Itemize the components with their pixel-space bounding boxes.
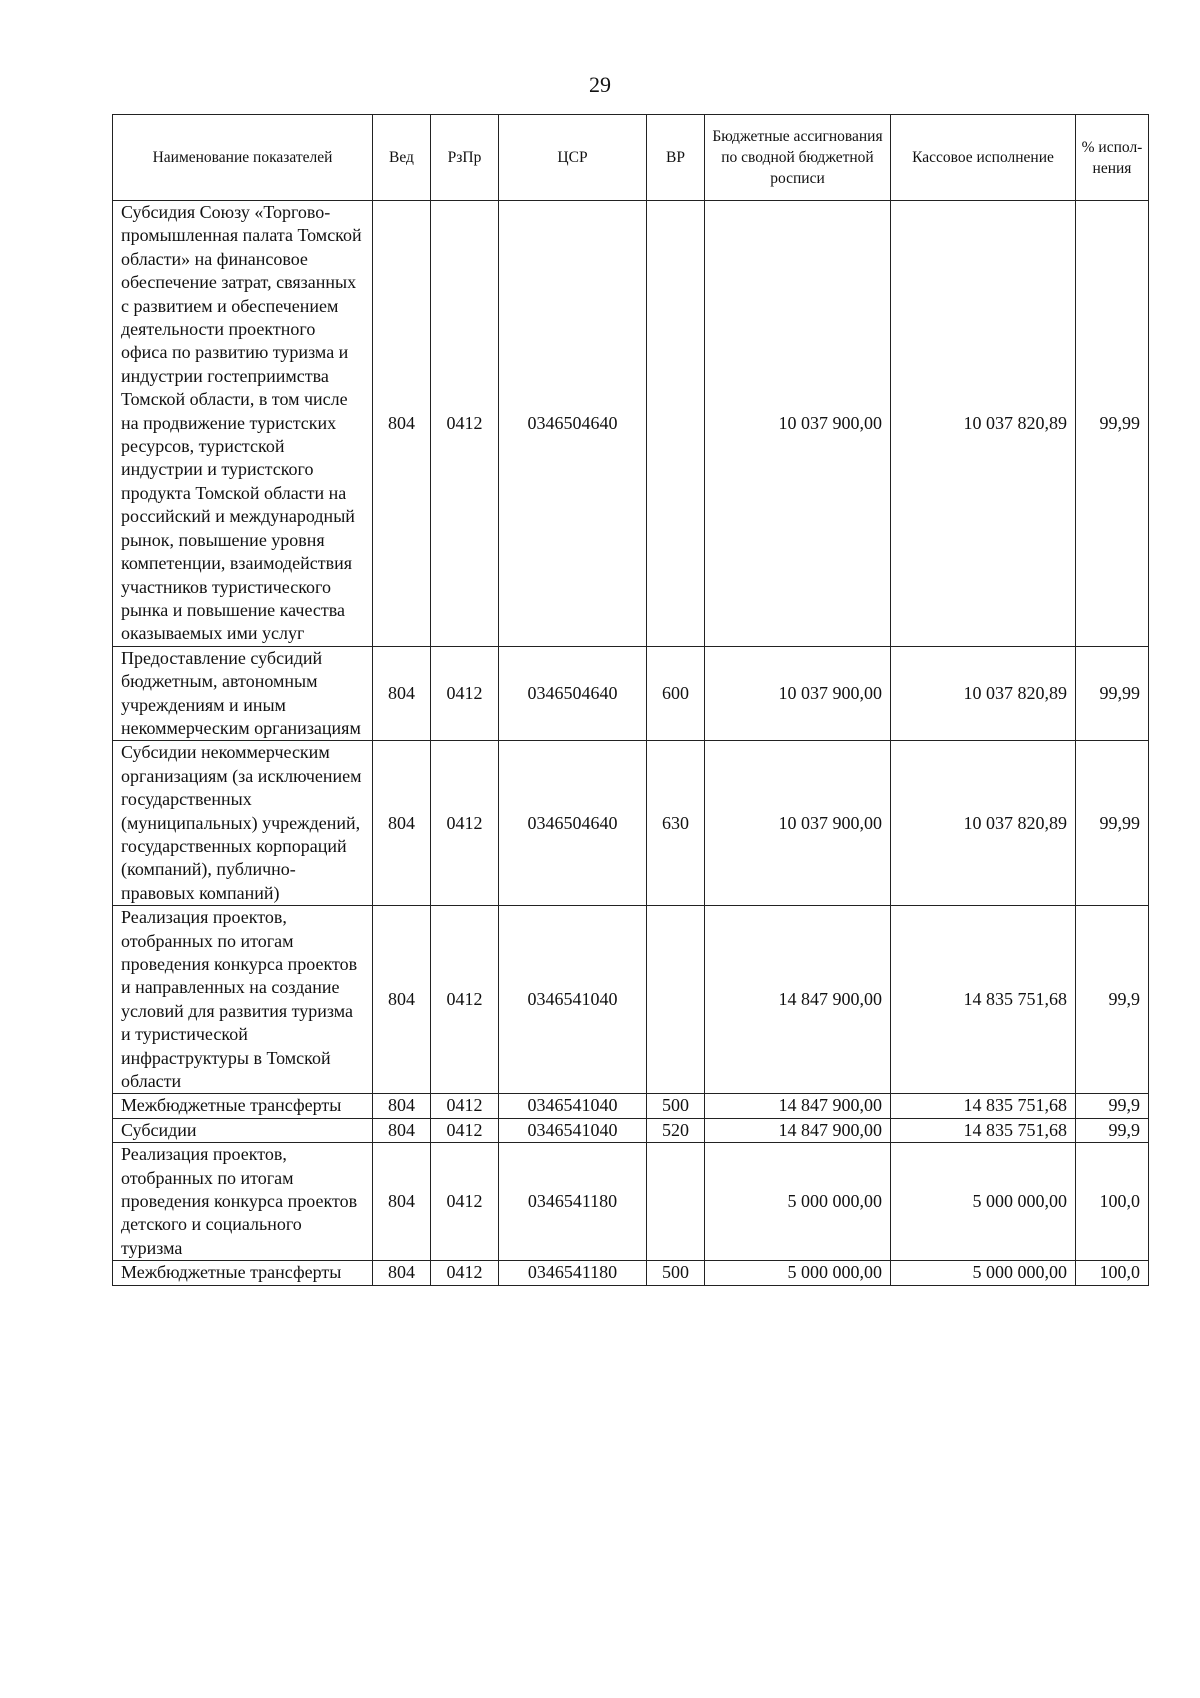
row-vr: 500: [647, 1094, 705, 1118]
row-percent: 100,0: [1076, 1143, 1149, 1261]
row-name: Субсидии некоммерческим организациям (за исключением государственных (муниципальных) учреждений, государственных корпораций (компаний), публично-правовых компаний): [113, 741, 373, 906]
row-vr: 600: [647, 646, 705, 741]
row-vr: [647, 1143, 705, 1261]
row-cash-execution: 14 835 751,68: [891, 906, 1076, 1094]
row-cash-execution: 14 835 751,68: [891, 1094, 1076, 1118]
row-csr: 0346504640: [499, 646, 647, 741]
header-vr: ВР: [647, 115, 705, 201]
table-row: [113, 1118, 1149, 1142]
table-row: [113, 1261, 1149, 1285]
row-ved: 804: [373, 1118, 431, 1142]
row-assignments: 14 847 900,00: [705, 1118, 891, 1142]
row-csr: 0346541040: [499, 1118, 647, 1142]
header-rzpr: РзПр: [431, 115, 499, 201]
budget-table: [112, 114, 1149, 1286]
row-rzpr: 0412: [431, 1261, 499, 1285]
row-cash-execution: 5 000 000,00: [891, 1143, 1076, 1261]
header-cash-execution: Кассовое исполнение: [891, 115, 1076, 201]
header-ved: Вед: [373, 115, 431, 201]
row-assignments: 5 000 000,00: [705, 1143, 891, 1261]
row-name: Реализация проектов, отобранных по итогам проведения конкурса проектов детского и социального туризма: [113, 1143, 373, 1261]
row-rzpr: 0412: [431, 646, 499, 741]
row-assignments: 14 847 900,00: [705, 906, 891, 1094]
header-assignments: Бюджетные ассигнования по сводной бюджетной росписи: [705, 115, 891, 201]
row-name: Реализация проектов, отобранных по итогам проведения конкурса проектов и направленных на создание условий для развития туризма и туристической инфраструктуры в Томской области: [113, 906, 373, 1094]
row-percent: 99,9: [1076, 1094, 1149, 1118]
row-csr: 0346541180: [499, 1261, 647, 1285]
row-ved: 804: [373, 1094, 431, 1118]
row-cash-execution: 5 000 000,00: [891, 1261, 1076, 1285]
row-csr: 0346504640: [499, 201, 647, 647]
row-rzpr: 0412: [431, 1094, 499, 1118]
row-percent: 99,9: [1076, 1118, 1149, 1142]
row-vr: 500: [647, 1261, 705, 1285]
table-row: [113, 906, 1149, 1094]
row-rzpr: 0412: [431, 201, 499, 647]
row-csr: 0346504640: [499, 741, 647, 906]
row-percent: 99,99: [1076, 741, 1149, 906]
row-ved: 804: [373, 906, 431, 1094]
row-percent: 99,99: [1076, 646, 1149, 741]
row-name: Межбюджетные трансферты: [113, 1094, 373, 1118]
row-cash-execution: 14 835 751,68: [891, 1118, 1076, 1142]
row-rzpr: 0412: [431, 741, 499, 906]
table-row: [113, 646, 1149, 741]
row-ved: 804: [373, 1261, 431, 1285]
row-name: Субсидии: [113, 1118, 373, 1142]
page-number: 29: [589, 72, 611, 97]
header-csr: ЦСР: [499, 115, 647, 201]
table-row: [113, 1094, 1149, 1118]
row-ved: 804: [373, 741, 431, 906]
row-csr: 0346541180: [499, 1143, 647, 1261]
row-vr: 630: [647, 741, 705, 906]
row-csr: 0346541040: [499, 1094, 647, 1118]
row-vr: [647, 906, 705, 1094]
row-vr: 520: [647, 1118, 705, 1142]
row-ved: 804: [373, 646, 431, 741]
row-ved: 804: [373, 201, 431, 647]
row-assignments: 14 847 900,00: [705, 1094, 891, 1118]
row-name: Субсидия Союзу «Торгово-промышленная палата Томской области» на финансовое обеспечение затрат, связанных с развитием и обеспечением деятельности проектного офиса по развитию туризма и индустрии гостеприимства Томской области, в том числе на продвижение туристских ресурсов, туристской индустрии и туристского продукта Томской области на российский и международный рынок, повышение уровня компетенции, взаимодействия участников туристического рынка и повышение качества оказываемых ими услуг: [113, 201, 373, 647]
row-name: Предоставление субсидий бюджетным, автономным учреждениям и иным некоммерческим организациям: [113, 646, 373, 741]
row-assignments: 5 000 000,00: [705, 1261, 891, 1285]
row-assignments: 10 037 900,00: [705, 646, 891, 741]
row-rzpr: 0412: [431, 906, 499, 1094]
row-cash-execution: 10 037 820,89: [891, 201, 1076, 647]
header-percent: % испол-нения: [1076, 115, 1149, 201]
row-assignments: 10 037 900,00: [705, 741, 891, 906]
table-row: [113, 741, 1149, 906]
table-row: [113, 201, 1149, 647]
header-name: Наименование показателей: [113, 115, 373, 201]
row-percent: 99,9: [1076, 906, 1149, 1094]
row-ved: 804: [373, 1143, 431, 1261]
row-assignments: 10 037 900,00: [705, 201, 891, 647]
table-header-row: [113, 115, 1149, 201]
row-cash-execution: 10 037 820,89: [891, 741, 1076, 906]
row-cash-execution: 10 037 820,89: [891, 646, 1076, 741]
row-percent: 100,0: [1076, 1261, 1149, 1285]
row-name: Межбюджетные трансферты: [113, 1261, 373, 1285]
row-rzpr: 0412: [431, 1118, 499, 1142]
table-row: [113, 1143, 1149, 1261]
row-csr: 0346541040: [499, 906, 647, 1094]
row-percent: 99,99: [1076, 201, 1149, 647]
row-rzpr: 0412: [431, 1143, 499, 1261]
row-vr: [647, 201, 705, 647]
